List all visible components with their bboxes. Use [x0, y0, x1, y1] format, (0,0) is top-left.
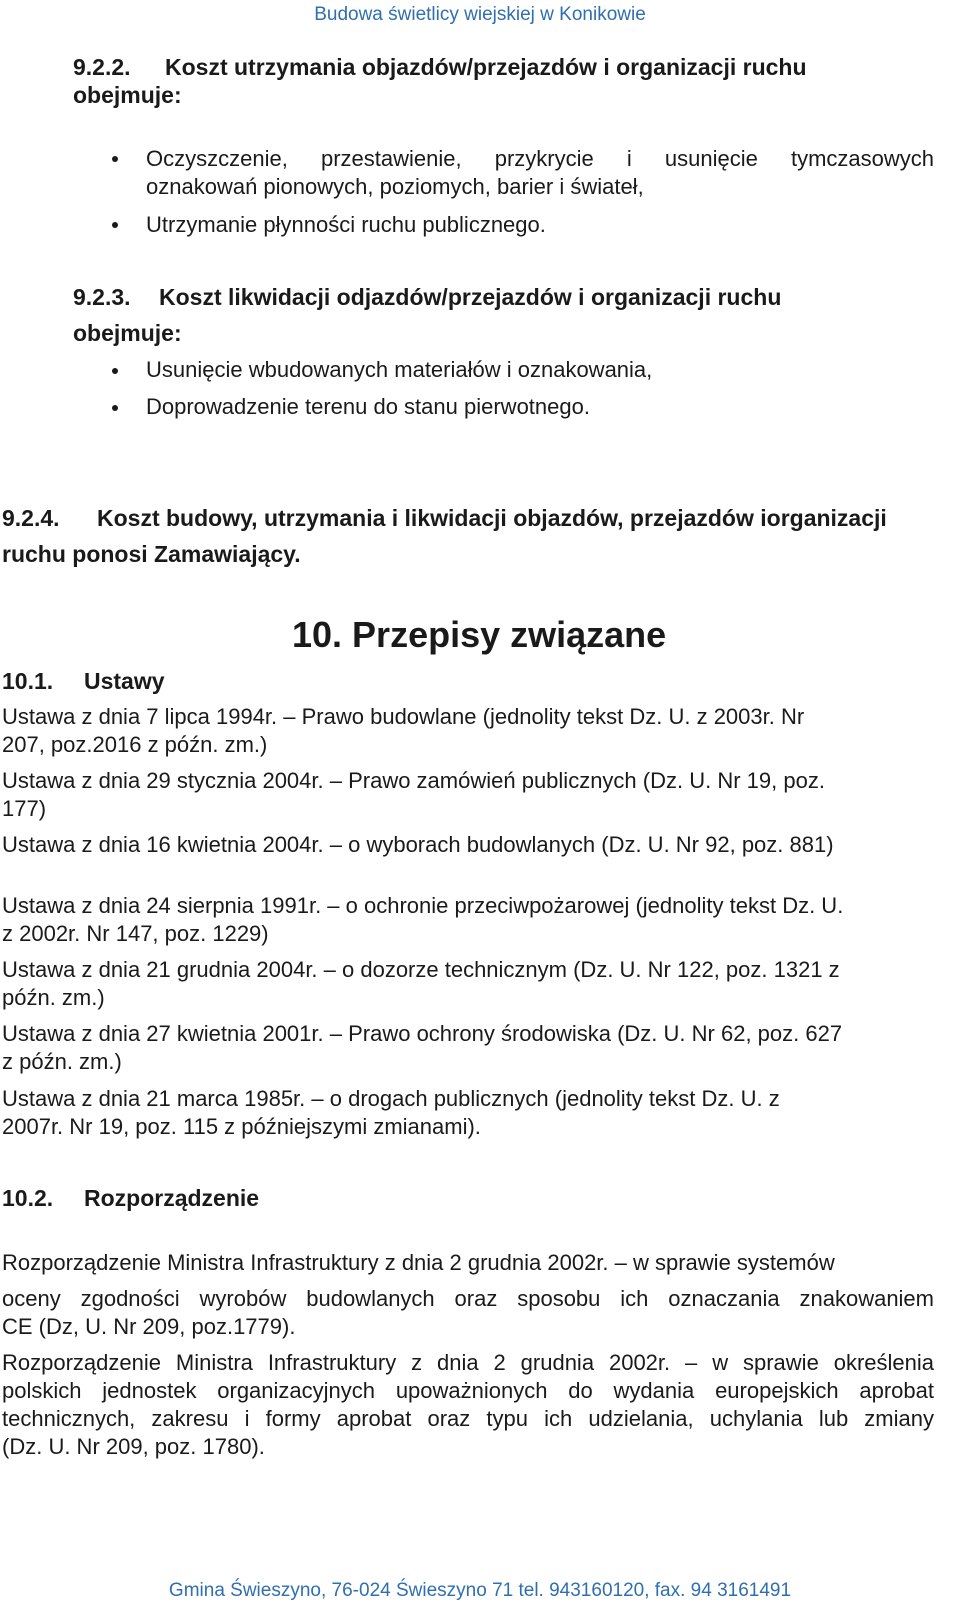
law-item-continued: 207, poz.2016 z późn. zm.): [2, 732, 268, 757]
section-number: 10.1.: [2, 668, 54, 694]
regulation-text: oceny zgodności wyrobów budowlanych oraz sposobu ich oznaczania znakowaniem: [2, 1286, 934, 1311]
bullet-icon: [112, 405, 118, 411]
list-item: Doprowadzenie terenu do stanu pierwotnego.: [146, 394, 590, 419]
law-item: Ustawa z dnia 7 lipca 1994r. – Prawo budowlane (jednolity tekst Dz. U. z 2003r. Nr: [2, 704, 805, 729]
regulation-text: Rozporządzenie Ministra Infrastruktury z dnia 2 grudnia 2002r. – w sprawie systemów: [2, 1250, 835, 1275]
law-item-continued: z późn. zm.): [2, 1049, 122, 1074]
law-item: Ustawa z dnia 21 grudnia 2004r. – o dozorze technicznym (Dz. U. Nr 122, poz. 1321 z: [2, 957, 840, 982]
law-item-continued: późn. zm.): [2, 985, 105, 1010]
list-item: Utrzymanie płynności ruchu publicznego.: [146, 212, 546, 237]
list-item: Usunięcie wbudowanych materiałów i oznakowania,: [146, 357, 653, 382]
section-text-continued: ruchu ponosi Zamawiający.: [2, 541, 301, 567]
law-item: Ustawa z dnia 29 stycznia 2004r. – Prawo zamówień publicznych (Dz. U. Nr 19, poz.: [2, 768, 825, 793]
section-title-continued: obejmuje:: [73, 82, 182, 108]
regulation-text: CE (Dz, U. Nr 209, poz.1779).: [2, 1314, 296, 1339]
section-9-2-3-heading: [73, 284, 781, 311]
section-title: Koszt likwidacji odjazdów/przejazdów i organizacji ruchu: [159, 284, 782, 310]
section-number: 9.2.2.: [73, 54, 131, 80]
bullet-icon: [112, 156, 118, 162]
section-title: Koszt utrzymania objazdów/przejazdów i organizacji ruchu: [165, 54, 807, 80]
bullet-icon: [112, 222, 118, 228]
section-9-2-2-heading: [73, 54, 807, 81]
regulation-text: technicznych, zakresu i formy aprobat oraz typu ich udzielania, uchylania lub zmiany: [2, 1406, 934, 1431]
regulation-text: Rozporządzenie Ministra Infrastruktury z dnia 2 grudnia 2002r. – w sprawie określenia: [2, 1350, 934, 1375]
list-item: Oczyszczenie, przestawienie, przykrycie i usunięcie tymczasowych: [146, 146, 934, 171]
section-text: Koszt budowy, utrzymania i likwidacji objazdów, przejazdów iorganizacji: [97, 505, 887, 531]
page-footer: Gmina Świeszyno, 76-024 Świeszyno 71 tel. 943160120, fax. 94 3161491: [168, 1580, 792, 1601]
section-number: 9.2.4.: [2, 505, 60, 531]
law-item-continued: 2007r. Nr 19, poz. 115 z późniejszymi zmianami).: [2, 1114, 481, 1139]
chapter-title: 10. Przepisy związane: [292, 614, 667, 655]
list-item-continued: oznakowań pionowych, poziomych, barier i świateł,: [146, 174, 644, 199]
law-item: Ustawa z dnia 16 kwietnia 2004r. – o wyborach budowlanych (Dz. U. Nr 92, poz. 881): [2, 832, 834, 857]
section-title: Ustawy: [84, 668, 165, 694]
page-header: Budowa świetlicy wiejskiej w Konikowie: [314, 4, 646, 25]
section-number: 10.2.: [2, 1185, 54, 1211]
regulation-text: polskich jednostek organizacyjnych upoważnionych do wydania europejskich aprobat: [2, 1378, 934, 1403]
law-item-continued: 177): [2, 796, 47, 821]
law-item: Ustawa z dnia 21 marca 1985r. – o drogach publicznych (jednolity tekst Dz. U. z: [2, 1086, 780, 1111]
regulation-text: (Dz. U. Nr 209, poz. 1780).: [2, 1434, 265, 1459]
section-number: 9.2.3.: [73, 284, 131, 310]
section-title-continued: obejmuje:: [73, 320, 182, 346]
section-title: Rozporządzenie: [84, 1185, 260, 1211]
section-10-1-heading: [2, 668, 165, 695]
law-item: Ustawa z dnia 27 kwietnia 2001r. – Prawo ochrony środowiska (Dz. U. Nr 62, poz. 627: [2, 1021, 843, 1046]
section-10-2-heading: [2, 1185, 259, 1212]
section-9-2-4-text: [2, 505, 887, 532]
law-item: Ustawa z dnia 24 sierpnia 1991r. – o ochronie przeciwpożarowej (jednolity tekst Dz. U.: [2, 893, 844, 918]
law-item-continued: z 2002r. Nr 147, poz. 1229): [2, 921, 269, 946]
bullet-icon: [112, 368, 118, 374]
